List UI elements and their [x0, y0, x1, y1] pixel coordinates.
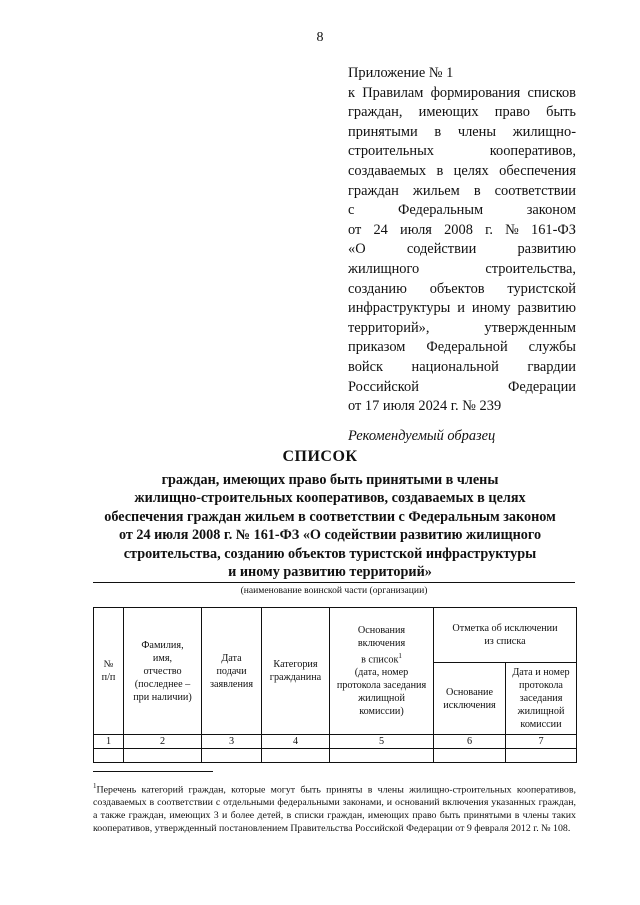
header-cell-line: заявления	[209, 678, 254, 690]
header-cell-line: №	[103, 659, 114, 670]
appendix-line: приказом Федеральной службы	[348, 339, 576, 356]
header-cell-inclusion-basis	[330, 608, 434, 735]
empty-cell	[434, 749, 506, 763]
appendix-line: территорий», утвержденным	[348, 319, 576, 336]
subtitle-line: граждан, имеющих право быть принятыми в члены	[161, 472, 499, 488]
column-number: 3	[202, 735, 262, 749]
footnote-rule	[93, 771, 213, 772]
appendix-line: созданию объектов туристской	[348, 280, 576, 297]
header-cell-exclusion-protocol	[506, 663, 577, 735]
table-column-numbers-row	[94, 735, 577, 749]
column-number: 4	[262, 735, 330, 749]
column-number: 5	[330, 735, 434, 749]
appendix-line: строительных кооперативов,	[348, 143, 576, 160]
header-cell-line: жилищной	[517, 706, 565, 717]
column-number: 6	[434, 735, 506, 749]
header-cell-line: Отметка об исключении	[452, 623, 558, 634]
appendix-line: граждан, имеющих право быть	[348, 104, 576, 121]
appendix-approval-block	[348, 64, 576, 417]
appendix-line: войск национальной гвардии	[348, 358, 576, 375]
header-cell-line: гражданина	[269, 672, 322, 683]
header-cell-line: подачи	[216, 665, 247, 677]
empty-cell	[94, 749, 124, 763]
appendix-line: принятыми в члены жилищно-	[348, 123, 576, 140]
header-cell-line: имя,	[152, 652, 173, 664]
document-title: СПИСОК	[282, 448, 358, 465]
header-cell-line: Дата и номер	[512, 667, 570, 678]
appendix-line: «О содействии развитию	[348, 241, 576, 258]
header-cell-line: Категория	[273, 659, 318, 670]
empty-cell	[262, 749, 330, 763]
appendix-line: инфраструктуры и иному развитию	[348, 300, 576, 317]
appendix-line: создаваемых в целях обеспечения	[348, 162, 576, 179]
appendix-line: жилищного строительства,	[348, 260, 576, 277]
header-cell-line: протокола	[519, 680, 563, 691]
header-cell-line: из списка	[484, 636, 526, 647]
appendix-line: к Правилам формирования списков	[348, 84, 576, 101]
citizens-list-table	[93, 607, 577, 763]
footnote	[93, 780, 576, 835]
subtitle-line: обеспечения граждан жильем в соответствии с Федеральным законом	[104, 508, 556, 525]
appendix-line: Приложение № 1	[348, 65, 454, 81]
header-cell-line: исключения	[443, 699, 496, 711]
header-cell-line: при наличии)	[133, 691, 192, 703]
header-cell-line: Основания	[357, 624, 406, 636]
sample-label: Рекомендуемый образец	[348, 428, 496, 444]
table-header-row	[94, 608, 577, 663]
subtitle-line: строительства, созданию объектов туристской инфраструктуры	[123, 545, 537, 562]
subtitle-line: и иному развитию территорий»	[228, 564, 432, 581]
unit-name-caption: (наименование воинской части (организации)	[240, 585, 428, 596]
header-cell-line: комиссии	[520, 719, 562, 730]
header-cell-line: жилищной	[358, 693, 405, 705]
header-cell-line: Фамилия,	[141, 639, 184, 651]
empty-cell	[202, 749, 262, 763]
header-cell-line: (дата, номер	[354, 667, 409, 679]
header-cell-line: в список	[361, 654, 399, 666]
empty-cell	[506, 749, 577, 763]
header-cell-application-date	[202, 608, 262, 735]
column-number: 1	[94, 735, 124, 749]
subtitle-line: от 24 июля 2008 г. № 161-ФЗ «О содействии развитию жилищного	[118, 527, 542, 544]
empty-cell	[330, 749, 434, 763]
header-cell-line: заседания	[519, 693, 563, 704]
footnote-marker: 1	[93, 782, 97, 790]
appendix-line: Российской Федерации	[348, 378, 576, 395]
appendix-line: от 17 июля 2024 г. № 239	[348, 398, 502, 415]
unit-name-line	[93, 582, 575, 583]
appendix-line: граждан жильем в соответствии	[348, 182, 576, 199]
page-number: 8	[316, 30, 324, 45]
header-cell-exclusion-basis	[434, 663, 506, 735]
header-cell-category	[262, 608, 330, 735]
footnote-text: Перечень категорий граждан, которые могут быть приняты в члены жилищно-строительных кооперативов, создаваемых в соответствии с отдельными федеральными законами, и оснований включения указанных граждан, а также граждан, имеющих 3 и более детей, в списки граждан, имеющих право быть принятыми в члены таких кооперативов, утвержденный постановлением Правительства Российской Федерации от 9 февраля 2012 г. № 108.	[93, 784, 576, 834]
header-cell-exclusion-mark	[434, 608, 577, 663]
document-subtitle	[90, 471, 570, 581]
header-cell-line: протокола заседания	[336, 680, 427, 692]
footnote-reference: 1	[398, 651, 402, 660]
header-cell-line: отчество	[143, 665, 182, 677]
empty-cell	[124, 749, 202, 763]
column-number: 7	[506, 735, 577, 749]
header-cell-line: Дата	[221, 652, 242, 664]
header-cell-line: включения	[357, 637, 406, 649]
appendix-line: с Федеральным законом	[348, 202, 576, 219]
header-cell-full-name	[124, 608, 202, 735]
column-number: 2	[124, 735, 202, 749]
subtitle-line: жилищно-строительных кооперативов, создаваемых в целях	[134, 490, 526, 507]
header-cell-line: (последнее –	[134, 678, 191, 690]
header-cell-line: п/п	[101, 672, 116, 683]
header-cell-line: Основание	[445, 686, 494, 698]
appendix-line: от 24 июля 2008 г. № 161-ФЗ	[348, 221, 576, 238]
header-cell-number	[94, 608, 124, 735]
table-empty-row	[94, 749, 577, 763]
header-cell-line: комиссии)	[359, 706, 404, 718]
